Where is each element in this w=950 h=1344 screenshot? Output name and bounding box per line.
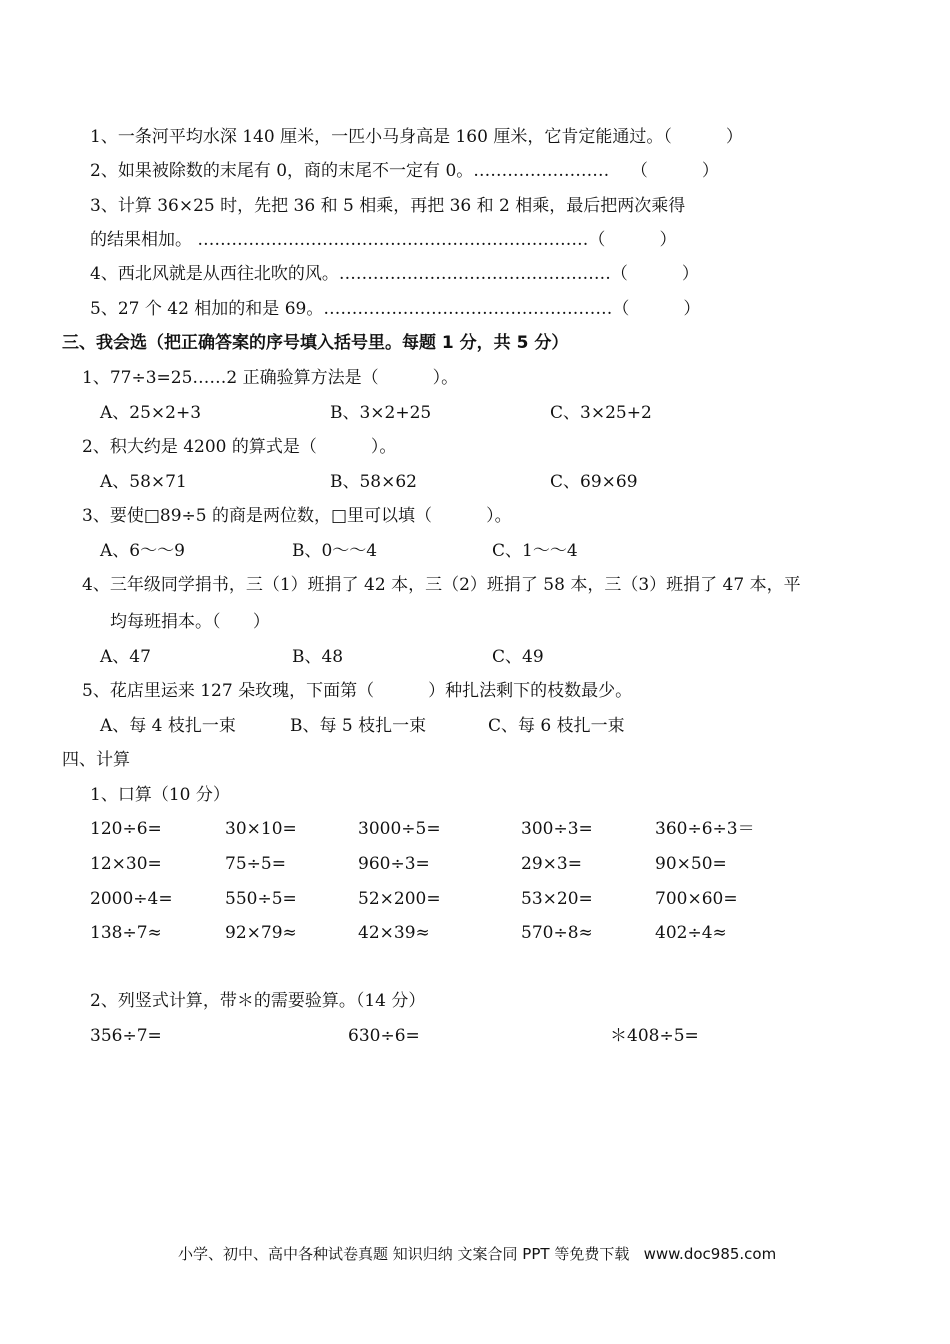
oral-item: 90×50=	[655, 854, 727, 874]
oral-item: 550÷5=	[225, 889, 297, 909]
judge-q2: 2、如果被除数的末尾有 0，商的末尾不一定有 0。…………………… （ ）	[90, 161, 719, 181]
oral-item: 300÷3=	[521, 819, 593, 839]
section-choose-heading: 三、我会选（把正确答案的序号填入括号里。每题 1 分，共 5 分）	[62, 333, 569, 353]
choose-q2: 2、积大约是 4200 的算式是（ ）。	[82, 437, 397, 457]
choose-q4-option-b: B、48	[292, 647, 344, 667]
judge-q3-line1: 3、计算 36×25 时，先把 36 和 5 相乘，再把 36 和 2 相乘，最后把两次乘得	[90, 196, 686, 216]
oral-item: 402÷4≈	[655, 923, 727, 943]
choose-q5-option-c: C、每 6 枝扎一束	[488, 716, 625, 736]
oral-item: 570÷8≈	[521, 923, 593, 943]
judge-q5: 5、27 个 42 相加的和是 69。……………………………………………（ ）	[90, 299, 701, 319]
oral-item: 2000÷4=	[90, 889, 173, 909]
choose-q1-option-a: A、25×2+3	[100, 403, 202, 423]
oral-item: 29×3=	[521, 854, 582, 874]
oral-item: 75÷5=	[225, 854, 286, 874]
oral-item: 360÷6÷3＝	[655, 819, 755, 839]
choose-q5-option-a: A、每 4 枝扎一束	[100, 716, 236, 736]
choose-q1: 1、77÷3=25……2 正确验算方法是（ ）。	[82, 368, 459, 388]
choose-q2-option-b: B、58×62	[330, 472, 418, 492]
oral-item: 700×60=	[655, 889, 738, 909]
oral-item: 12×30=	[90, 854, 162, 874]
oral-calc-heading: 1、口算（10 分）	[90, 785, 230, 805]
choose-q3-option-c: C、1～～4	[492, 541, 578, 561]
oral-item: 138÷7≈	[90, 923, 162, 943]
oral-item: 92×79≈	[225, 923, 297, 943]
choose-q5-option-b: B、每 5 枝扎一束	[290, 716, 427, 736]
judge-q3-line2: 的结果相加。 ……………………………………………………………（ ）	[90, 230, 677, 250]
choose-q1-option-b: B、3×2+25	[330, 403, 432, 423]
choose-q4-option-c: C、49	[492, 647, 544, 667]
oral-item: 52×200=	[358, 889, 441, 909]
oral-item: 53×20=	[521, 889, 593, 909]
judge-q1: 1、一条河平均水深 140 厘米，一匹小马身高是 160 厘米，它肯定能通过。（ ）	[90, 127, 743, 147]
choose-q5: 5、花店里运来 127 朵玫瑰，下面第（ ）种扎法剩下的枝数最少。	[82, 681, 633, 701]
oral-item: 3000÷5=	[358, 819, 441, 839]
vertical-item: ＊408÷5=	[610, 1026, 699, 1046]
choose-q3-option-b: B、0～～4	[292, 541, 378, 561]
choose-q4-line1: 4、三年级同学捐书，三（1）班捐了 42 本，三（2）班捐了 58 本，三（3）班捐了 47 本，平	[82, 575, 801, 595]
choose-q4-line2: 均每班捐本。（ ）	[110, 612, 270, 632]
vertical-item: 630÷6=	[348, 1026, 420, 1046]
judge-q4: 4、西北风就是从西往北吹的风。…………………………………………（ ）	[90, 264, 699, 284]
vertical-calc-heading: 2、列竖式计算，带＊的需要验算。（14 分）	[90, 991, 426, 1011]
choose-q4-option-a: A、47	[100, 647, 151, 667]
choose-q2-option-a: A、58×71	[100, 472, 187, 492]
oral-item: 960÷3=	[358, 854, 430, 874]
oral-item: 42×39≈	[358, 923, 430, 943]
choose-q3-option-a: A、6～～9	[100, 541, 185, 561]
choose-q3: 3、要使□89÷5 的商是两位数，□里可以填（ ）。	[82, 506, 512, 526]
section-calc-heading: 四、计算	[62, 750, 130, 770]
page-footer: 小学、初中、高中各种试卷真题 知识归纳 文案合同 PPT 等免费下载 www.doc985.com	[178, 1245, 777, 1263]
choose-q1-option-c: C、3×25+2	[550, 403, 652, 423]
oral-item: 30×10=	[225, 819, 297, 839]
oral-item: 120÷6=	[90, 819, 162, 839]
vertical-item: 356÷7=	[90, 1026, 162, 1046]
choose-q2-option-c: C、69×69	[550, 472, 638, 492]
